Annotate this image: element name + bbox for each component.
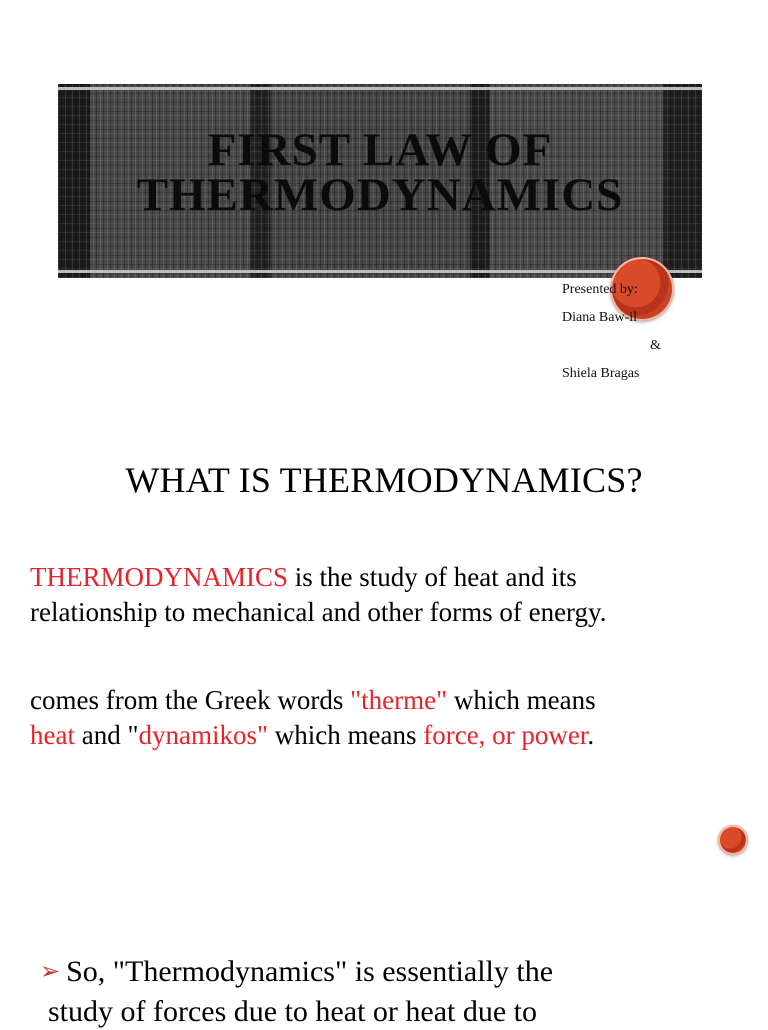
definition-text-1: is the study of heat and its: [288, 562, 577, 592]
presenters-block: [562, 276, 661, 388]
dynamikos-highlight: dynamikos": [138, 720, 269, 750]
arrow-bullet-icon: ➢: [40, 959, 61, 985]
definition-text-2: relationship to mechanical and other forms of energy.: [30, 597, 607, 627]
presented-by-label: Presented by:: [562, 282, 638, 297]
summary-slide: [0, 920, 768, 1028]
slide-heading: WHAT IS THERMODYNAMICS?: [125, 460, 643, 500]
summary-line-2: study of forces due to heat or heat due to: [48, 995, 538, 1028]
presenter-1: Diana Baw-il: [562, 310, 638, 325]
therme-highlight: "therme": [350, 685, 448, 715]
title-slide: [0, 0, 768, 400]
banner-bottom-rule: [58, 270, 702, 273]
presenter-2: Shiela Bragas: [562, 366, 640, 381]
etymology-period: .: [587, 720, 595, 750]
etymology-paragraph: [30, 683, 740, 753]
slide-title-line-1: FIRST LAW OF: [207, 124, 553, 176]
summary-line-1: So, "Thermodynamics" is essentially the: [66, 955, 554, 988]
definition-paragraph: [30, 560, 740, 630]
etymology-which-means-2: which means: [268, 720, 424, 750]
slide-title-line-2: THERMODYNAMICS: [136, 169, 624, 221]
slide-title: [58, 124, 702, 221]
term-highlight: THERMODYNAMICS: [30, 562, 289, 592]
etymology-which-means: which means: [447, 685, 596, 715]
banner-top-rule: [58, 87, 702, 90]
decorative-small-circle-icon: [718, 825, 748, 855]
etymology-and: and ": [74, 720, 139, 750]
presenter-ampersand: &: [650, 338, 661, 353]
etymology-prefix: comes from the Greek words: [30, 685, 351, 715]
force-highlight: force, or power: [423, 720, 588, 750]
summary-bullet: [40, 953, 740, 1030]
heat-highlight: heat: [30, 720, 75, 750]
definition-slide: [0, 400, 768, 920]
